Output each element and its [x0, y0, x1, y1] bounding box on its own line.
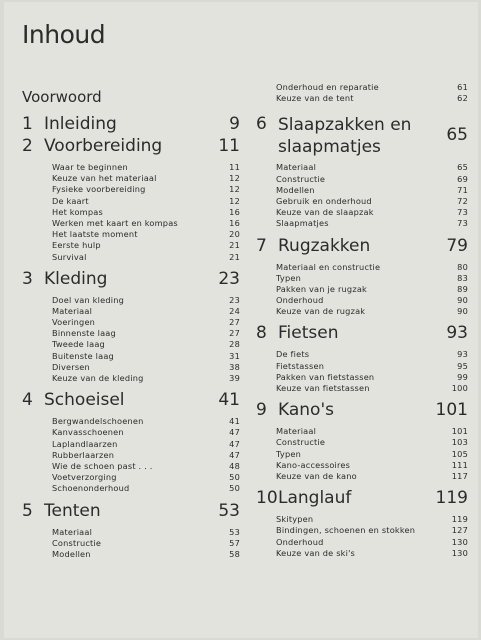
toc-entry: [276, 471, 468, 482]
entry-page: 89: [457, 283, 468, 294]
toc-entry: [52, 240, 240, 251]
toc-entry: [276, 349, 468, 360]
chapter-page: 41: [218, 390, 240, 411]
chapter-page: 23: [218, 268, 240, 289]
chapter-entries: [276, 262, 468, 318]
chapter-entries: [52, 295, 240, 385]
entry-title: Constructie: [276, 437, 326, 448]
chapter-number: 2: [22, 136, 33, 156]
toc-entry: [52, 373, 240, 384]
chapter-heading: [22, 136, 240, 158]
entry-page: 62: [457, 93, 468, 104]
entry-title: Typen: [276, 272, 301, 283]
entry-title: Keuze van de slaapzak: [276, 207, 374, 218]
entry-title: Eerste hulp: [52, 240, 101, 251]
entry-title: Materiaal: [276, 426, 317, 437]
chapter-page: 101: [435, 400, 468, 421]
entry-title: Survival: [52, 251, 87, 262]
chapter-heading: [256, 400, 468, 422]
chapter-number: 7: [256, 235, 267, 256]
book-page: [4, 2, 478, 638]
entry-page: 93: [457, 349, 468, 360]
chapter-title: Kleding: [44, 268, 108, 289]
toc-entry: [276, 273, 468, 284]
toc-entry: [52, 196, 240, 207]
chapter-title: Kano's: [278, 400, 334, 421]
toc-entry: [276, 284, 468, 295]
entry-page: 23: [229, 294, 240, 305]
entry-title: Onderhoud: [276, 536, 324, 547]
entry-page: 90: [457, 295, 468, 306]
chapter-title: Voorbereiding: [44, 136, 163, 156]
chapter-heading: [256, 323, 468, 345]
entry-title: Bergwandelschoenen: [52, 416, 144, 427]
entry-title: Materiaal en constructie: [276, 261, 381, 272]
chapter-number: 9: [256, 400, 267, 421]
entry-page: 21: [229, 240, 240, 251]
toc-entry: [276, 548, 468, 559]
toc-entry: [52, 184, 240, 195]
chapter-page: 9: [229, 114, 240, 134]
chapter-block: [22, 269, 240, 385]
toc-entry: [276, 537, 468, 548]
chapter-block: [256, 236, 468, 318]
entry-page: 101: [451, 426, 468, 437]
entry-title: Binnenste laag: [52, 328, 116, 339]
chapter-title: [278, 114, 446, 158]
entry-page: 105: [451, 448, 468, 459]
entry-title: De fiets: [276, 349, 310, 360]
entry-page: 61: [457, 82, 468, 92]
chapter-page: 11: [218, 136, 240, 156]
entry-page: 11: [229, 162, 240, 172]
entry-page: 50: [229, 483, 240, 494]
chapter-title: Rugzakken: [278, 235, 371, 256]
chapter-title: Tenten: [44, 500, 101, 521]
entry-page: 111: [451, 459, 468, 470]
entry-title: Schoenonderhoud: [52, 483, 130, 494]
chapter-number: 5: [22, 500, 33, 521]
chapter-number: 4: [22, 390, 33, 411]
chapter-title-line: slaapmatjes: [278, 137, 381, 158]
chapter-heading: [22, 269, 240, 291]
chapter-heading: [256, 236, 468, 258]
entry-page: 47: [229, 449, 240, 460]
toc-entry: [52, 483, 240, 494]
entry-page: 71: [457, 184, 468, 195]
toc-entry: [52, 416, 240, 427]
entry-title: Het laatste moment: [52, 229, 138, 240]
entry-title: Voetverzorging: [52, 472, 117, 483]
entry-title: Het kompas: [52, 206, 103, 217]
toc-entry: [52, 229, 240, 240]
entry-page: 83: [457, 272, 468, 283]
chapter-block: [22, 136, 240, 263]
chapter-title: Fietsen: [278, 323, 339, 344]
entry-page: 39: [229, 373, 240, 383]
chapter-block: [256, 400, 468, 482]
chapter-number: 1: [22, 114, 33, 134]
entry-title: Constructie: [52, 537, 102, 548]
entry-page: 41: [229, 416, 240, 427]
entry-page: 119: [451, 514, 468, 525]
toc-entry: [52, 173, 240, 184]
chapter-title: Schoeisel: [44, 390, 125, 411]
toc-entry: [52, 339, 240, 350]
entry-page: 20: [229, 229, 240, 240]
toc-entry: [276, 306, 468, 317]
toc-entry: [52, 328, 240, 339]
toc-entry: [52, 427, 240, 438]
entry-page: 73: [457, 218, 468, 229]
toc-entry: [52, 218, 240, 229]
entry-page: 50: [229, 472, 240, 483]
entry-title: Materiaal: [52, 305, 93, 316]
entry-page: 58: [229, 548, 240, 559]
chapter-block: [22, 390, 240, 494]
entry-title: Rubberlaarzen: [52, 449, 115, 460]
entry-page: 127: [451, 525, 468, 536]
toc-entry: [52, 527, 240, 538]
entry-title: Keuze van de ski's: [276, 547, 356, 558]
toc-entry: [276, 218, 468, 229]
toc-entry: [276, 449, 468, 460]
page-title: Inhoud: [22, 20, 106, 49]
entry-page: 130: [451, 547, 468, 558]
entry-page: 12: [229, 173, 240, 184]
continued-entries: [276, 82, 468, 104]
entry-title: Onderhoud: [276, 295, 324, 306]
entry-title: Keuze van de kano: [276, 470, 357, 481]
entry-page: 27: [229, 328, 240, 339]
entry-page: 21: [229, 251, 240, 262]
chapter-block: [256, 488, 468, 559]
chapter-heading: [22, 114, 240, 134]
entry-page: 65: [457, 162, 468, 173]
toc-entry: [276, 361, 468, 372]
chapter-block: [22, 501, 240, 561]
toc-entry: [52, 351, 240, 362]
entry-title: Materiaal: [276, 162, 317, 173]
entry-page: 48: [229, 460, 240, 471]
chapter-page: 119: [435, 488, 468, 509]
entry-title: Pakken van fietstassen: [276, 371, 375, 382]
entry-page: 57: [229, 537, 240, 548]
toc-entry: [276, 196, 468, 207]
toc-left-column: [22, 88, 240, 566]
toc-entry: [276, 295, 468, 306]
chapter-number: 6: [256, 114, 267, 135]
toc-entry: [52, 362, 240, 373]
left-chapter-list: [22, 114, 240, 560]
entry-page: 38: [229, 361, 240, 372]
entry-title: Onderhoud en reparatie: [276, 82, 379, 92]
toc-entry: [52, 472, 240, 483]
entry-title: Buitenste laag: [52, 350, 114, 361]
entry-title: Skitypen: [276, 514, 314, 525]
chapter-entries: [276, 162, 468, 229]
chapter-entries: [276, 349, 468, 394]
entry-page: 103: [451, 437, 468, 448]
entry-title: Pakken van je rugzak: [276, 283, 367, 294]
chapter-heading: [22, 390, 240, 412]
entry-page: 69: [457, 173, 468, 184]
toc-entry: [52, 461, 240, 472]
entry-title: Laplandlaarzen: [52, 438, 118, 449]
chapter-title: Langlauf: [278, 488, 352, 509]
entry-page: 130: [451, 536, 468, 547]
entry-title: Typen: [276, 448, 301, 459]
chapter-heading: [256, 488, 468, 510]
entry-title: Materiaal: [52, 526, 93, 537]
entry-title: Keuze van het materiaal: [52, 173, 157, 184]
toc-entry: [52, 317, 240, 328]
entry-page: 53: [229, 526, 240, 537]
chapter-entries: [52, 416, 240, 494]
entry-title: Keuze van de kleding: [52, 373, 144, 383]
toc-entry: [276, 162, 468, 173]
entry-page: 47: [229, 427, 240, 438]
entry-title: Constructie: [276, 173, 326, 184]
chapter-entries: [52, 162, 240, 263]
chapter-block: [256, 114, 468, 229]
right-chapter-list: [256, 114, 468, 559]
chapter-number: 10: [256, 488, 278, 509]
entry-title: Werken met kaart en kompas: [52, 217, 178, 228]
entry-title: Waar te beginnen: [52, 162, 128, 172]
chapter-page: 65: [446, 125, 468, 146]
chapter-number: 3: [22, 268, 33, 289]
toc-entry: [276, 372, 468, 383]
entry-title: Gebruik en onderhoud: [276, 195, 372, 206]
entry-title: Tweede laag: [52, 339, 105, 350]
toc-entry: [52, 252, 240, 263]
entry-title: Keuze van de rugzak: [276, 306, 366, 317]
entry-title: Keuze van de tent: [276, 93, 354, 104]
toc-entry: [52, 306, 240, 317]
entry-title: Voeringen: [52, 317, 96, 328]
entry-title: Bindingen, schoenen en stokken: [276, 525, 416, 536]
entry-title: Keuze van fietstassen: [276, 383, 370, 393]
entry-page: 27: [229, 317, 240, 328]
toc-entry: [276, 93, 468, 104]
toc-entry: [276, 460, 468, 471]
entry-page: 28: [229, 339, 240, 350]
entry-title: Kano-accessoires: [276, 459, 351, 470]
chapter-page: 53: [218, 500, 240, 521]
entry-page: 12: [229, 184, 240, 195]
chapter-title-line: Slaapzakken en: [278, 115, 412, 136]
entry-title: Fietstassen: [276, 360, 325, 371]
entry-page: 16: [229, 217, 240, 228]
chapter-heading: [22, 501, 240, 523]
entry-page: 99: [457, 371, 468, 382]
chapter-page: 93: [446, 323, 468, 344]
toc-entry: [52, 439, 240, 450]
chapter-entries: [52, 527, 240, 561]
entry-page: 90: [457, 306, 468, 317]
chapter-block: [256, 323, 468, 394]
entry-title: Modellen: [52, 548, 91, 559]
toc-entry: [52, 450, 240, 461]
toc-entry: [52, 207, 240, 218]
toc-entry: [276, 514, 468, 525]
toc-entry: [52, 295, 240, 306]
entry-page: 12: [229, 195, 240, 206]
toc-right-column: [256, 82, 468, 565]
entry-title: Wie de schoen past . . .: [52, 460, 153, 471]
toc-entry: [276, 207, 468, 218]
entry-title: De kaart: [52, 195, 89, 206]
toc-entry: [276, 262, 468, 273]
entry-page: 24: [229, 305, 240, 316]
toc-entry: [52, 538, 240, 549]
entry-title: Diversen: [52, 361, 90, 372]
chapter-entries: [276, 514, 468, 559]
entry-page: 80: [457, 261, 468, 272]
entry-title: Modellen: [276, 184, 315, 195]
chapter-title: Inleiding: [44, 114, 117, 134]
chapter-heading: [256, 114, 468, 158]
entry-title: Doel van kleding: [52, 294, 124, 305]
toc-entry: [52, 162, 240, 173]
entry-page: 16: [229, 206, 240, 217]
toc-entry: [276, 383, 468, 394]
toc-entry: [276, 426, 468, 437]
entry-page: 95: [457, 360, 468, 371]
entry-page: 47: [229, 438, 240, 449]
chapter-block: [22, 114, 240, 134]
entry-page: 117: [451, 470, 468, 481]
entry-page: 31: [229, 350, 240, 361]
chapter-entries: [276, 426, 468, 482]
entry-title: Kanvasschoenen: [52, 427, 124, 438]
entry-page: 72: [457, 195, 468, 206]
toc-entry: [276, 82, 468, 93]
chapter-number: 8: [256, 323, 267, 344]
entry-title: Slaapmatjes: [276, 218, 329, 229]
toc-entry: [276, 174, 468, 185]
entry-page: 73: [457, 207, 468, 218]
toc-entry: [52, 549, 240, 560]
toc-entry: [276, 185, 468, 196]
entry-title: Fysieke voorbereiding: [52, 184, 146, 195]
toc-entry: [276, 437, 468, 448]
toc-entry: [276, 525, 468, 536]
chapter-page: 79: [446, 235, 468, 256]
entry-page: 100: [451, 383, 468, 393]
toc-foreword: Voorwoord: [22, 88, 102, 106]
